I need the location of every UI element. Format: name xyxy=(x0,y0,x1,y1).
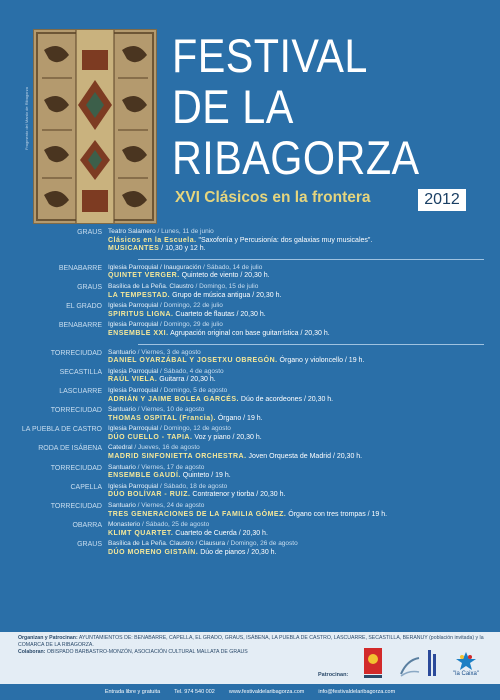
event-venue-date xyxy=(108,283,484,292)
event-performer-2: MUSICANTES xyxy=(108,245,160,253)
event-venue: Basílica de La Peña. Claustro / Clausura xyxy=(108,540,226,548)
event-venue-date xyxy=(108,321,484,330)
event-performer: DÚO BOLÍVAR - RUIZ. xyxy=(108,491,191,499)
event-venue-date xyxy=(108,425,484,434)
event-date-sep: / xyxy=(158,367,164,375)
event-info xyxy=(108,368,484,385)
collaborators-list: OBISPADO BARBASTRO-MONZÓN, ASOCIACIÓN CULTURAL MALLATA DE GRAUS xyxy=(45,649,248,655)
row-gap xyxy=(18,254,484,256)
event-info xyxy=(108,540,484,557)
event-venue: Santuario xyxy=(108,406,136,414)
event-venue-date xyxy=(108,502,484,511)
event-date: Lunes, 11 de junio xyxy=(161,228,214,235)
event-performer-line xyxy=(108,472,484,481)
event-venue-date xyxy=(108,228,484,237)
event-performer: RAÚL VIELA. xyxy=(108,376,158,384)
event-place: GRAUS xyxy=(77,229,102,236)
concert-program xyxy=(18,228,484,560)
event-row xyxy=(18,321,484,338)
event-venue-date xyxy=(108,387,484,396)
diputacion-emblem-icon xyxy=(362,646,384,680)
poster-header xyxy=(0,0,500,225)
event-performer: LA TEMPESTAD. xyxy=(108,291,171,299)
event-performer-line xyxy=(108,330,484,339)
event-row xyxy=(18,264,484,281)
event-venue: Santuario xyxy=(108,348,136,356)
event-info xyxy=(108,283,484,300)
event-row xyxy=(18,406,484,423)
event-info xyxy=(108,349,484,366)
event-description: Contratenor y tiorba / 20,30 h. xyxy=(190,491,286,499)
event-date: Domingo, 29 de julio xyxy=(163,321,223,329)
event-date: Domingo, 12 de agosto xyxy=(163,425,231,433)
event-row xyxy=(18,521,484,538)
event-description: Órgano y violoncello / 19 h. xyxy=(277,357,365,365)
year-badge: 2012 xyxy=(418,189,466,211)
event-description: Quinteto / 19 h. xyxy=(180,472,231,480)
event-venue-date xyxy=(108,302,484,311)
event-performer: ENSEMBLE XXI. xyxy=(108,329,169,337)
tapestry-pattern xyxy=(34,30,156,223)
event-info xyxy=(108,521,484,538)
event-description: Quinteto de viento / 20,30 h. xyxy=(179,272,270,280)
event-description: Órgano con tres trompas / 19 h. xyxy=(286,510,388,518)
event-performer-line xyxy=(108,396,484,405)
event-info xyxy=(108,483,484,500)
event-date: Viernes, 17 de agosto xyxy=(141,463,205,471)
event-place: TORRECIUDAD xyxy=(50,464,102,472)
event-date: Sábado, 4 de agosto xyxy=(163,367,224,375)
event-row xyxy=(18,540,484,557)
event-date-sep: / xyxy=(158,302,164,310)
row-gap xyxy=(18,339,484,341)
event-performer: THOMAS OSPITAL (Francia). xyxy=(108,414,216,422)
event-performer: MADRID SINFONIETTA ORCHESTRA. xyxy=(108,453,247,461)
cultural-emblem-icon xyxy=(426,646,440,680)
event-row xyxy=(18,368,484,385)
event-place: CAPELLA xyxy=(70,483,102,491)
event-venue: Catedral xyxy=(108,444,133,452)
festival-title: FESTIVAL DE LA RIBAGORZA xyxy=(172,29,420,184)
row-gap xyxy=(18,558,484,560)
event-place: GRAUS xyxy=(77,541,102,549)
event-place: TORRECIUDAD xyxy=(50,349,102,357)
website-link[interactable]: www.festivaldelaribagorza.com xyxy=(228,689,305,695)
event-venue: Basílica de La Peña. Claustro xyxy=(108,282,194,290)
la-caixa-label: "la Caixa" xyxy=(453,671,479,677)
event-place: OBARRA xyxy=(72,522,102,530)
event-date-sep: / xyxy=(201,263,207,271)
event-date: Sábado, 18 de agosto xyxy=(163,482,228,490)
event-row xyxy=(18,302,484,319)
event-place: EL GRADO xyxy=(66,303,102,311)
event-performer-line xyxy=(108,549,484,558)
event-performer-line xyxy=(108,530,484,539)
event-performer-line xyxy=(108,292,484,301)
event-row xyxy=(18,387,484,404)
free-entry-text: Entrada libre y gratuita xyxy=(104,689,161,695)
event-performer: TRES GENERACIONES DE LA FAMILIA GÓMEZ. xyxy=(108,510,287,518)
star-logo-icon xyxy=(455,651,477,671)
organizers-list: AYUNTAMIENTOS DE: BENABARRE, CAPELLA, EL GRADO, GRAUS, ISÁBENA, LA PUEBLA DE CASTRO, LASCUARRE, SECASTILLA, BERANUY (población invitada) y la COMARCA DE LA RIBAGORZA. xyxy=(18,635,484,648)
event-description: Grupo de música antigua / 20,30 h. xyxy=(170,291,282,299)
event-description: Cuarteto de flautas / 20,30 h. xyxy=(173,310,266,318)
event-row xyxy=(18,444,484,461)
event-info xyxy=(108,387,484,404)
event-info xyxy=(108,302,484,319)
event-performer: DÚO MORENO GISTAÍN. xyxy=(108,549,199,556)
event-description: Agrupación original con base guitarrística / 20,30 h. xyxy=(168,329,330,337)
event-venue-date xyxy=(108,464,484,473)
event-info xyxy=(108,264,484,281)
event-date-sep: / xyxy=(135,406,142,414)
event-venue: Monasterio xyxy=(108,521,141,529)
event-performer: QUINTET VERGER. xyxy=(108,272,180,280)
comarca-logo xyxy=(398,652,422,680)
event-performer-line xyxy=(108,357,484,366)
event-row xyxy=(18,425,484,442)
event-place: GRAUS xyxy=(77,283,102,291)
event-place: LA PUEBLA DE CASTRO xyxy=(21,426,102,434)
event-date: Domingo, 26 de agosto xyxy=(230,540,298,548)
event-performer-line xyxy=(108,376,484,385)
tapestry-artwork xyxy=(33,29,157,224)
event-date: Sábado, 14 de julio xyxy=(206,263,263,271)
event-performer-line xyxy=(108,511,484,520)
event-venue: Iglesia Parroquial xyxy=(108,425,159,433)
phone-text: Tel. 974 540 002 xyxy=(174,689,215,695)
event-row xyxy=(18,464,484,481)
event-date-sep: / xyxy=(193,282,200,290)
event-row xyxy=(18,228,484,254)
event-date: Domingo, 15 de julio xyxy=(199,282,259,290)
event-performer-line xyxy=(108,415,484,424)
event-place: BENABARRE xyxy=(58,264,102,272)
event-place: LASCUARRE xyxy=(59,387,102,395)
contact-bar xyxy=(0,684,500,700)
event-description-2: / 10,30 y 12 h. xyxy=(159,245,206,253)
event-venue-date xyxy=(108,540,484,549)
event-info xyxy=(108,464,484,481)
event-row xyxy=(18,483,484,500)
festival-subtitle: XVI Clásicos en la frontera xyxy=(175,189,371,206)
event-place: SECASTILLA xyxy=(59,368,102,376)
event-performer-line xyxy=(108,272,484,281)
event-venue-date xyxy=(108,521,484,530)
event-place: RODA DE ISÁBENA xyxy=(38,445,102,453)
event-date-sep: / xyxy=(132,444,138,452)
event-performer: ENSEMBLE GAUDÍ. xyxy=(108,472,181,480)
event-performer: DÚO CUELLO - TAPIA. xyxy=(108,433,193,441)
collaborators-label: Colaboran: xyxy=(18,649,46,655)
event-venue: Santuario xyxy=(108,502,136,510)
event-description: Cuarteto de Cuerda / 20,30 h. xyxy=(173,529,268,537)
comarca-emblem-icon xyxy=(398,652,422,680)
event-venue: Santuario xyxy=(108,463,136,471)
event-info xyxy=(108,228,484,254)
event-date-sep: / xyxy=(158,386,164,394)
event-place: BENABARRE xyxy=(58,322,102,330)
event-venue: Teatro Salamero xyxy=(108,228,156,235)
event-info xyxy=(108,444,484,461)
event-date: Domingo, 5 de agosto xyxy=(163,386,228,394)
event-venue-date xyxy=(108,406,484,415)
event-place: TORRECIUDAD xyxy=(50,407,102,415)
section-divider xyxy=(138,259,484,260)
event-description: Dúo de pianos / 20,30 h. xyxy=(198,549,277,556)
event-performer-line xyxy=(108,453,484,462)
event-date-sep: / xyxy=(135,463,142,471)
email-link[interactable]: info@festivaldelaribagorza.com xyxy=(318,689,396,695)
event-date: Jueves, 16 de agosto xyxy=(138,444,200,452)
event-performer: KLIMT QUARTET. xyxy=(108,529,174,537)
event-date: Viernes, 24 de agosto xyxy=(141,502,205,510)
event-info xyxy=(108,406,484,423)
event-description: Guitarra / 20,30 h. xyxy=(157,376,216,384)
event-date: Viernes, 3 de agosto xyxy=(141,348,201,356)
event-performer: DANIEL OYARZÁBAL Y JOSETXU OBREGÓN. xyxy=(108,357,278,365)
event-venue: Iglesia Parroquial xyxy=(108,482,159,490)
sponsors-label: Patrocinan: xyxy=(318,672,349,678)
event-performer-line-2 xyxy=(108,245,484,254)
event-description: "Saxofonía y Percusionía: dos galaxias muy musicales". xyxy=(196,236,373,244)
event-performer: SPIRITUS LIGNA. xyxy=(108,310,174,318)
event-place: TORRECIUDAD xyxy=(50,503,102,511)
event-date: Sábado, 25 de agosto xyxy=(145,521,210,529)
event-venue: Iglesia Parroquial xyxy=(108,302,159,310)
event-description: Joven Orquesta de Madrid / 20,30 h. xyxy=(246,453,363,461)
event-date-sep: / xyxy=(225,540,231,548)
event-info xyxy=(108,425,484,442)
la-caixa-logo xyxy=(446,646,486,682)
event-info xyxy=(108,502,484,519)
event-venue: Iglesia Parroquial xyxy=(108,321,159,329)
event-row xyxy=(18,349,484,366)
event-date-sep: / xyxy=(140,521,146,529)
event-venue: Iglesia Parroquial xyxy=(108,386,159,394)
event-venue-date xyxy=(108,264,484,273)
event-performer-line xyxy=(108,237,484,246)
event-venue-date xyxy=(108,444,484,453)
diputacion-logo xyxy=(362,646,384,680)
section-divider xyxy=(138,344,484,345)
event-date: Domingo, 22 de julio xyxy=(163,302,223,310)
art-credit: Fragmento del Manto de Ribagorza xyxy=(24,87,29,150)
event-venue: Iglesia Parroquial xyxy=(108,367,159,375)
event-date-sep: / xyxy=(135,502,142,510)
event-performer-line xyxy=(108,311,484,320)
event-date-sep: / xyxy=(158,425,164,433)
event-performer-line xyxy=(108,491,484,500)
event-row xyxy=(18,502,484,519)
event-date-sep: / xyxy=(135,348,142,356)
event-description: Dúo de acordeones / 20,30 h. xyxy=(238,395,334,403)
event-date: Viernes, 10 de agosto xyxy=(141,406,205,414)
event-date-sep: / xyxy=(155,228,162,235)
cultural-logo xyxy=(426,646,440,680)
event-performer: Clásicos en la Escuela. xyxy=(108,236,197,244)
event-performer-line xyxy=(108,434,484,443)
event-date-sep: / xyxy=(158,321,164,329)
event-description: Órgano / 19 h. xyxy=(215,414,263,422)
event-info xyxy=(108,321,484,338)
event-row xyxy=(18,283,484,300)
event-performer: ADRIÁN Y JAIME BOLEA GARCÉS. xyxy=(108,395,239,403)
event-venue: Iglesia Parroquial / Inauguración xyxy=(108,263,202,271)
event-venue-date xyxy=(108,349,484,358)
organizers-label: Organizan y Patrocinan: xyxy=(18,635,78,641)
sponsors-footer xyxy=(0,632,500,700)
event-date-sep: / xyxy=(158,482,164,490)
event-description: Voz y piano / 20,30 h. xyxy=(192,433,262,441)
